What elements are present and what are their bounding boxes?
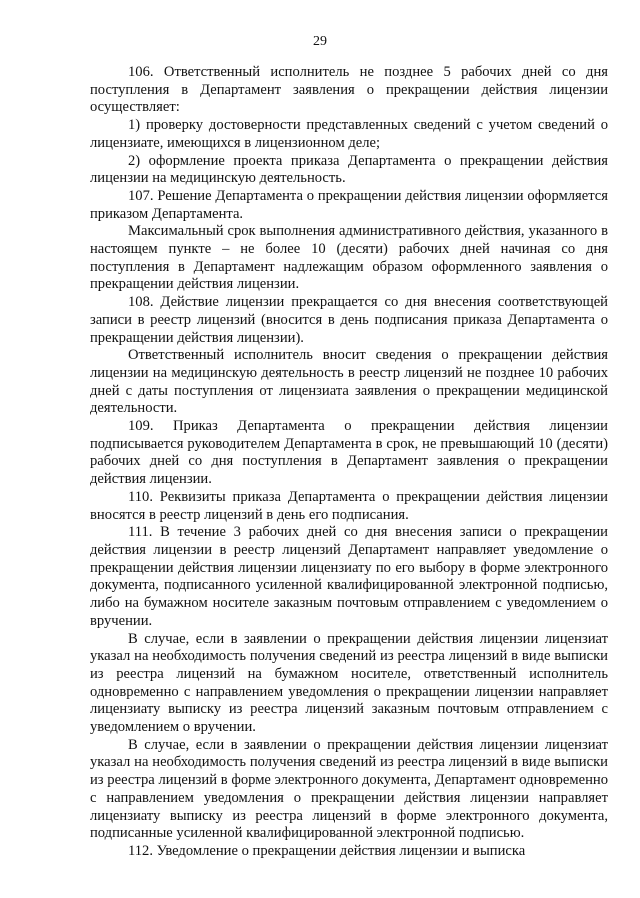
paragraph-108-registry: Ответственный исполнитель вносит сведения о прекращении действия лицензии на медицинскую деятельность в реестр лицензий не позднее 10 рабочих дней с даты поступления от лицензиата заявления о прекращении медицинской деятельности.: [90, 347, 608, 417]
paragraph-108: 108. Действие лицензии прекращается со дня внесения соответствующей записи в реестр лицензий (вносится в день подписания приказа Департамента о прекращении действия лицензии).: [90, 294, 608, 346]
paragraph-111: 111. В течение 3 рабочих дней со дня внесения записи о прекращении действия лицензии в реестр лицензий Департамент направляет уведомление о прекращении действия лицензии лицензиату по его выбору в форме электронного документа, подписанного усиленной квалифицированной электронной подписью, либо на бумажном носителе заказным почтовым отправлением с уведомлением о вручении.: [90, 524, 608, 629]
document-body: [90, 64, 608, 861]
paragraph-112: 112. Уведомление о прекращении действия лицензии и выписка: [128, 842, 526, 859]
paragraph-106-item-1: 1) проверку достоверности представленных сведений с учетом сведений о лицензиате, имеющихся в лицензионном деле;: [90, 117, 608, 151]
paragraph-106: 106. Ответственный исполнитель не позднее 5 рабочих дней со дня поступления в Департамент заявления о прекращении действия лицензии осуществляет:: [90, 64, 608, 116]
paragraph-107-term: Максимальный срок выполнения административного действия, указанного в настоящем пункте – не более 10 (десяти) рабочих дней начиная со дня поступления в Департамент надлежащим образом оформленного заявления о прекращении действия лицензии.: [90, 223, 608, 293]
paragraph-110: 110. Реквизиты приказа Департамента о прекращении действия лицензии вносятся в реестр лицензий в день его подписания.: [90, 488, 608, 523]
paragraph-106-item-2: 2) оформление проекта приказа Департамента о прекращении действия лицензии на медицинскую деятельность.: [90, 152, 608, 187]
paragraph-111-electronic-extract: В случае, если в заявлении о прекращении действия лицензии лицензиат указал на необходимость получения сведений из реестра лицензий в виде выписки из реестра лицензий в форме электронного документа, Департамент одновременно с направлением уведомления о прекращении действия лицензии направляет лицензиату выписку из реестра лицензий в форме электронного документа, подписанные усиленной квалифицированной электронной подписью.: [90, 736, 608, 842]
paragraph-107: 107. Решение Департамента о прекращении действия лицензии оформляется приказом Департамента.: [90, 187, 608, 222]
paragraph-111-paper-extract: В случае, если в заявлении о прекращении действия лицензии лицензиат указал на необходимость получения сведений из реестра лицензий в виде выписки из реестра лицензий на бумажном носителе, ответственный исполнитель одновременно с направлением уведомления о прекращении лицензии направляет лицензиату выписку из реестра лицензий заказным почтовым отправлением с уведомлением о вручении.: [90, 630, 608, 736]
page-number: 29: [313, 34, 327, 49]
paragraph-109: 109. Приказ Департамента о прекращении действия лицензии подписывается руководителем Департамента в срок, не превышающий 10 (десяти) рабочих дней со дня поступления в Департамент заявления о прекращении действия лицензии.: [90, 418, 608, 488]
